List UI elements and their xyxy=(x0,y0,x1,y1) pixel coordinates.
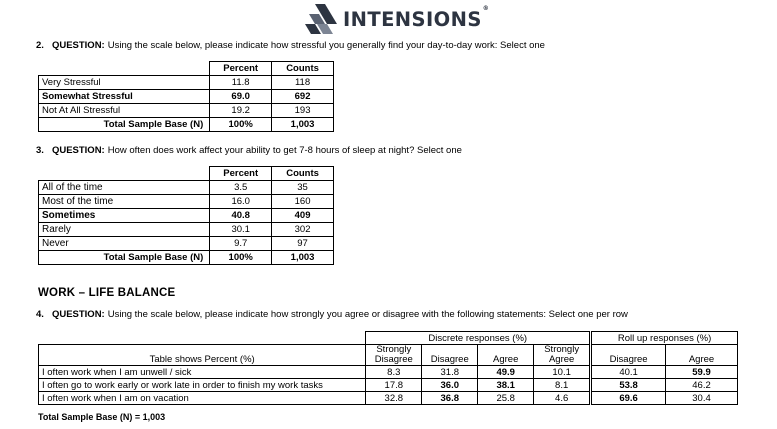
table-row: All of the time 3.5 35 xyxy=(39,181,334,195)
table-corner xyxy=(39,62,210,76)
table-row: Not At All Stressful 19.2 193 xyxy=(39,104,334,118)
table-row: Most of the time 16.0 160 xyxy=(39,195,334,209)
table-row: Rarely 30.1 302 xyxy=(39,223,334,237)
table-shows-label: Table shows Percent (%) xyxy=(39,345,366,366)
sleep-table xyxy=(38,166,334,265)
logo-text: INTENSIONS® xyxy=(343,4,490,31)
table-total-row: Total Sample Base (N) 100% 1,003 xyxy=(39,251,334,265)
header-percent: Percent xyxy=(210,167,272,181)
table-total-row: Total Sample Base (N) 100% 1,003 xyxy=(39,118,334,132)
header-strongly-disagree: Strongly Disagree xyxy=(366,345,422,366)
question-4-text: Using the scale below, please indicate how strongly you agree or disagree with the following statements: Select one per row xyxy=(107,309,628,320)
question-2-text: Using the scale below, please indicate how stressful you generally find your day-to-day work: Select one xyxy=(107,40,545,51)
header-disagree: Disagree xyxy=(422,345,478,366)
section-title: WORK – LIFE BALANCE xyxy=(38,287,176,299)
question-3 xyxy=(36,145,462,156)
question-3-number: 3. xyxy=(36,145,44,156)
stress-table xyxy=(38,61,334,132)
intensions-logo xyxy=(305,4,489,34)
sample-base-note: Total Sample Base (N) = 1,003 xyxy=(38,412,166,422)
intensions-logo-icon xyxy=(305,4,339,34)
work-life-table xyxy=(38,331,738,405)
question-4-number: 4. xyxy=(36,309,44,320)
question-3-text: How often does work affect your ability to get 7-8 hours of sleep at night? Select one xyxy=(107,145,462,156)
header-counts: Counts xyxy=(272,62,334,76)
question-3-label: QUESTION: xyxy=(51,145,105,156)
header-counts: Counts xyxy=(272,167,334,181)
table-row: I often work when I am on vacation 32.8 36.8 25.8 4.6 69.6 30.4 xyxy=(39,392,738,405)
table-row: Sometimes 40.8 409 xyxy=(39,209,334,223)
rollup-responses-header: Roll up responses (%) xyxy=(591,332,738,345)
table-row: I often go to work early or work late in order to finish my work tasks 17.8 36.0 38.1 8.1 53.8 46.2 xyxy=(39,379,738,392)
table-row: I often work when I am unwell / sick 8.3 31.8 49.9 10.1 40.1 59.9 xyxy=(39,366,738,379)
table-row: Very Stressful 11.8 118 xyxy=(39,76,334,90)
question-4-label: QUESTION: xyxy=(51,309,105,320)
question-2-number: 2. xyxy=(36,40,44,51)
table-corner xyxy=(39,167,210,181)
question-2 xyxy=(36,40,545,51)
question-2-label: QUESTION: xyxy=(51,40,105,51)
header-percent: Percent xyxy=(210,62,272,76)
header-rollup-agree: Agree xyxy=(666,345,738,366)
question-4 xyxy=(36,309,628,320)
discrete-responses-header: Discrete responses (%) xyxy=(366,332,591,345)
table-row: Somewhat Stressful 69.0 692 xyxy=(39,90,334,104)
header-agree: Agree xyxy=(478,345,534,366)
header-rollup-disagree: Disagree xyxy=(591,345,666,366)
table-row: Never 9.7 97 xyxy=(39,237,334,251)
header-strongly-agree: Strongly Agree xyxy=(534,345,591,366)
